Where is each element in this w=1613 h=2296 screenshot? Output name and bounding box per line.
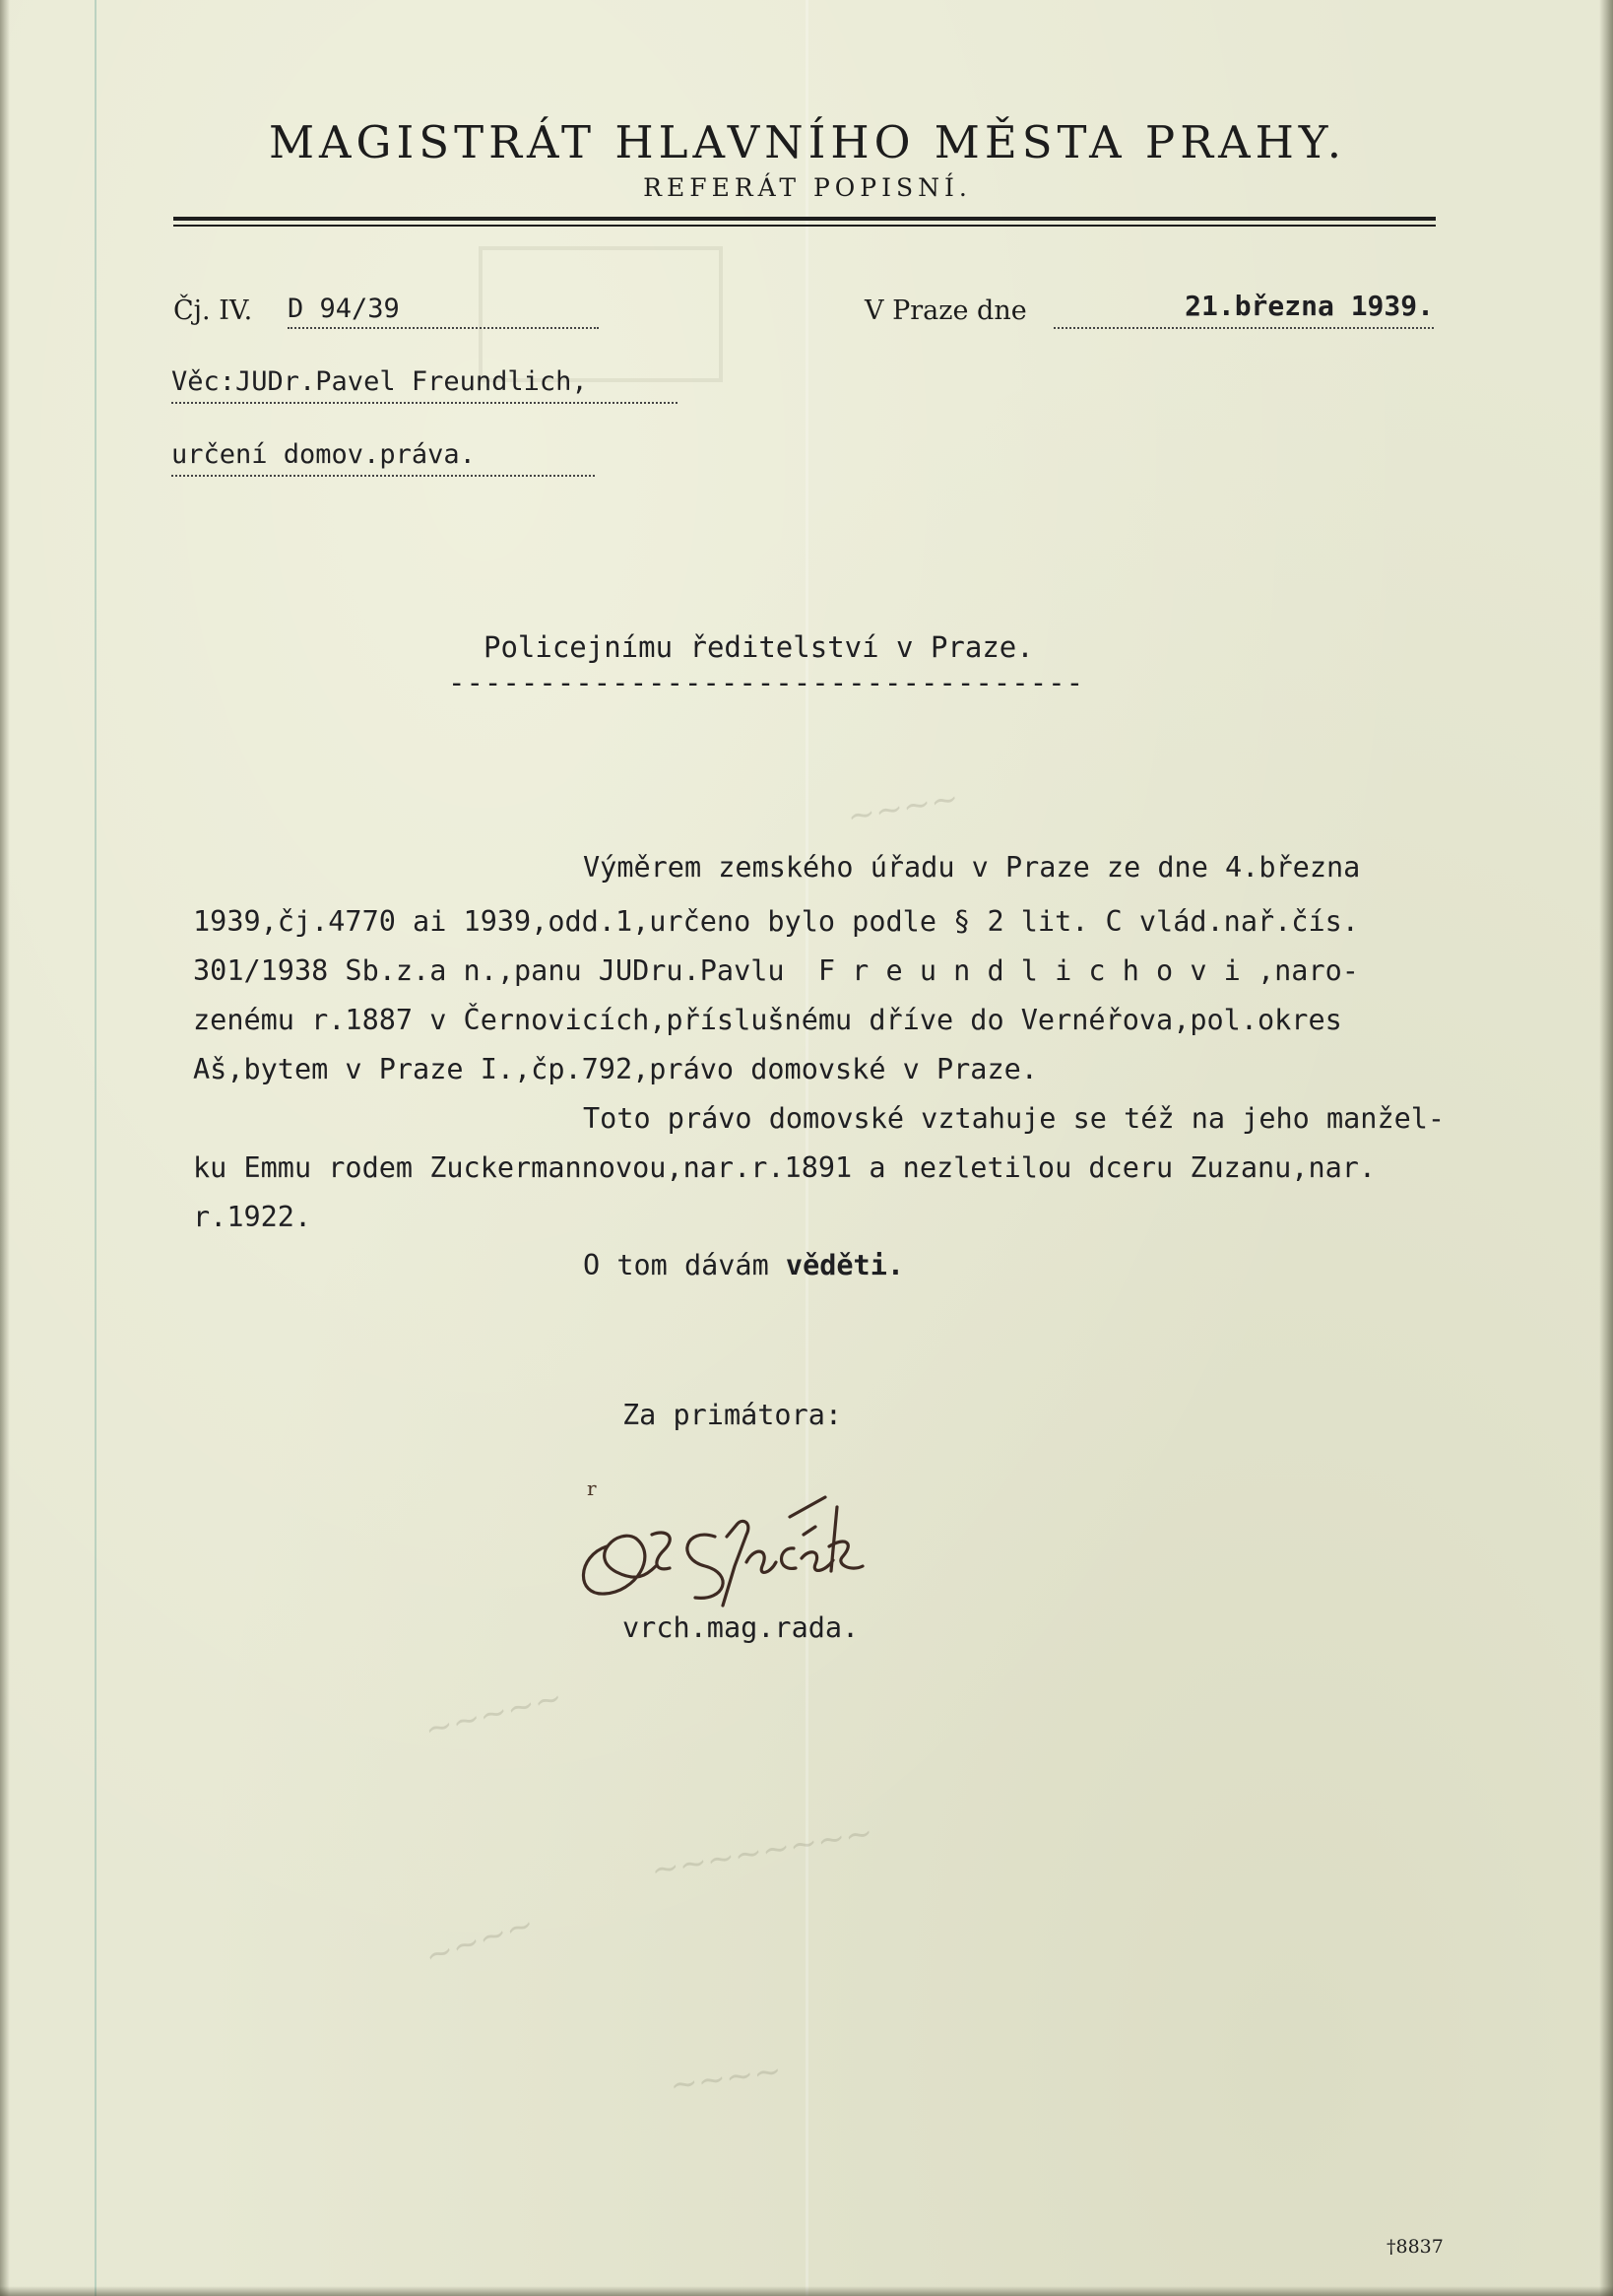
- addressee: Policejnímu ředitelství v Praze.: [484, 630, 1034, 664]
- signature-mark: r: [587, 1476, 597, 1500]
- subject-line: Věc:JUDr.Pavel Freundlich,: [171, 366, 677, 404]
- paper-edge-bottom: [0, 2286, 1613, 2296]
- letterhead-subtitle: REFERÁT POPISNÍ.: [643, 173, 972, 202]
- faded-pencil-note: ~~~~: [419, 1904, 540, 1977]
- paper-edge-right: [1599, 0, 1613, 2296]
- body-line: r.1922.: [193, 1201, 312, 1233]
- reference-number: D 94/39: [288, 294, 599, 329]
- body-line: ku Emmu rodem Zuckermannovou,nar.r.1891 a nezletilou dceru Zuzanu,nar.: [193, 1151, 1377, 1184]
- paper-edge-left: [0, 0, 10, 2296]
- body-line: 301/1938 Sb.z.a n.,panu JUDru.Pavlu F r e u n d l i c h o v i ,naro-: [193, 954, 1359, 987]
- margin-line: [95, 0, 97, 2296]
- fold-crease: [806, 0, 808, 2296]
- closing-emphasis: vědět: [785, 1249, 871, 1281]
- body-line: Výměrem zemského úřadu v Praze ze dne 4.března: [583, 851, 1361, 884]
- reference-label: Čj. IV.: [173, 295, 253, 326]
- letterhead-rule-thick: [173, 217, 1436, 221]
- faded-pencil-note: ~~~~~: [420, 1677, 567, 1750]
- date-value: 21.března 1939.: [1054, 290, 1434, 329]
- subject-detail: určení domov.práva.: [171, 439, 595, 477]
- faded-pencil-note: ~~~~: [844, 778, 962, 837]
- body-line: Aš,bytem v Praze I.,čp.792,právo domovské v Praze.: [193, 1053, 1038, 1085]
- body-line: zenému r.1887 v Černovicích,příslušnému dříve do Vernéřova,pol.okres: [193, 1004, 1342, 1036]
- letterhead-title: MAGISTRÁT HLAVNÍHO MĚSTA PRAHY.: [268, 116, 1347, 168]
- addressee-underline: -----------------------------------: [448, 666, 1085, 699]
- closing-sentence: [583, 1249, 904, 1281]
- body-line: Toto právo domovské vztahuje se též na jeho manžel-: [583, 1102, 1446, 1135]
- date-label: V Praze dne: [865, 295, 1027, 326]
- faded-pencil-note: ~~~~: [667, 2051, 785, 2106]
- body-line: 1939,čj.4770 ai 1939,odd.1,určeno bylo podle § 2 lit. C vlád.nař.čís.: [193, 905, 1359, 938]
- for-mayor-label: Za primátora:: [622, 1399, 843, 1431]
- letterhead-rule-thin: [173, 225, 1436, 227]
- closing-end: i.: [870, 1249, 905, 1281]
- closing-text: O tom dávám: [583, 1249, 786, 1281]
- archive-reference: †8837: [1387, 2236, 1444, 2258]
- signatory-title: vrch.mag.rada.: [622, 1611, 860, 1644]
- faded-pencil-note: ~~~~~~~~: [648, 1812, 876, 1891]
